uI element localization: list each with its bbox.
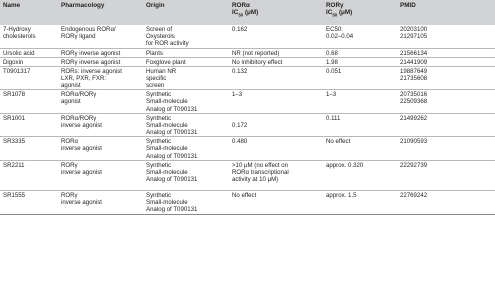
table-row (0, 48, 495, 57)
cell-origin: Human NR specific screen (143, 66, 229, 89)
cell-ror-gamma: 0.111 (323, 113, 397, 136)
cell-pmid: 22292739 (397, 160, 495, 190)
table-row (0, 57, 495, 66)
cell-pharmacology: RORα/RORγ agonist (58, 90, 143, 113)
cell-ror-gamma: 1.98 (323, 57, 397, 66)
cell-pharmacology: RORγ inverse agonist (58, 160, 143, 190)
header-ror-alpha-sub: 50 (238, 12, 244, 18)
cell-pmid: 20203100 21297105 (397, 25, 495, 48)
cell-pmid: 19887649 21735608 (397, 66, 495, 89)
cell-name: Digoxin (0, 57, 58, 66)
cell-origin: Foxglove plant (143, 57, 229, 66)
table-header (0, 0, 495, 25)
table-body (0, 25, 495, 214)
cell-pharmacology: RORγ inverse agonist (58, 190, 143, 214)
cell-pmid: 21090593 (397, 137, 495, 160)
cell-ror-alpha: 0.480 (229, 137, 323, 160)
header-ror-alpha-title: RORα (232, 2, 250, 9)
cell-pmid: 22769242 (397, 190, 495, 214)
cell-origin: Plants (143, 48, 229, 57)
header-ror-gamma-title: RORγ (326, 2, 344, 9)
cell-pharmacology: RORγ inverse agonist (58, 48, 143, 57)
cell-ror-alpha: >10 μM (no effect on RORα transcriptional activity at 10 μM) (229, 160, 323, 190)
cell-pmid: 20735016 22509368 (397, 90, 495, 113)
cell-name: SR1555 (0, 190, 58, 214)
header-ror-gamma-ic: IC (326, 9, 333, 17)
cell-pmid: 21441909 (397, 57, 495, 66)
cell-ror-gamma: EC50: 0.02–0.04 (323, 25, 397, 48)
header-origin: Origin (143, 0, 229, 25)
cell-name: SR2211 (0, 160, 58, 190)
header-pmid: PMID (397, 0, 495, 25)
table-row (0, 190, 495, 214)
header-pharmacology: Pharmacology (58, 0, 143, 25)
table-row (0, 160, 495, 190)
table-row (0, 25, 495, 48)
cell-ror-alpha: No effect (229, 190, 323, 214)
cell-name: SR1078 (0, 90, 58, 113)
header-row (0, 0, 495, 25)
cell-pharmacology: RORα inverse agonist (58, 137, 143, 160)
cell-pmid: 21499262 (397, 113, 495, 136)
cell-name: T0901317 (0, 66, 58, 89)
cell-ror-alpha: No inhibitory effect (229, 57, 323, 66)
header-ror-gamma-unit: (μM) (337, 9, 353, 17)
cell-name: SR1001 (0, 113, 58, 136)
cell-origin: Synthetic Small-molecule Analog of T090131 (143, 190, 229, 214)
table-row (0, 113, 495, 136)
header-ror-alpha (229, 0, 323, 25)
cell-ror-gamma: approx. 1.5 (323, 190, 397, 214)
cell-ror-alpha: 0.132 (229, 66, 323, 89)
header-name: Name (0, 0, 58, 25)
cell-ror-alpha: 1–3 (229, 90, 323, 113)
cell-ror-alpha: 0.162 (229, 25, 323, 48)
cell-pharmacology: RORγ inverse agonist (58, 57, 143, 66)
cell-ror-gamma: approx. 0.320 (323, 160, 397, 190)
table-row (0, 137, 495, 160)
table-row (0, 66, 495, 89)
cell-ror-gamma: 0.051 (323, 66, 397, 89)
cell-origin: Screen of Oxysterols for ROR activity (143, 25, 229, 48)
cell-ror-alpha: NR (not reported) (229, 48, 323, 57)
cell-name: SR3335 (0, 137, 58, 160)
cell-pharmacology: RORs: inverse agonist LXR, PXR, FXR: agonist (58, 66, 143, 89)
header-ror-alpha-unit: (μM) (243, 9, 259, 17)
cell-name: Ursolic acid (0, 48, 58, 57)
header-ror-alpha-ic: IC (232, 9, 239, 17)
cell-origin: Synthetic Small-molecule Analog of T090131 (143, 160, 229, 190)
header-ror-gamma-sub: 50 (332, 12, 338, 18)
cell-origin: Synthetic Small-molecule Analog of T090131 (143, 113, 229, 136)
cell-ror-gamma: 1–3 (323, 90, 397, 113)
cell-origin: Synthetic Small-molecule Analog of T090131 (143, 90, 229, 113)
table-row (0, 90, 495, 113)
cell-pharmacology: RORα/RORγ inverse agonist (58, 113, 143, 136)
cell-origin: Synthetic Small-molecule Analog of T090131 (143, 137, 229, 160)
cell-pharmacology: Endogenous RORα/ RORγ ligand (58, 25, 143, 48)
cell-name: 7-Hydroxy cholesterols (0, 25, 58, 48)
cell-ror-gamma: No effect (323, 137, 397, 160)
header-ror-gamma (323, 0, 397, 25)
cell-ror-gamma: 0.68 (323, 48, 397, 57)
cell-ror-alpha: 0.172 (229, 113, 323, 136)
cell-pmid: 21566134 (397, 48, 495, 57)
